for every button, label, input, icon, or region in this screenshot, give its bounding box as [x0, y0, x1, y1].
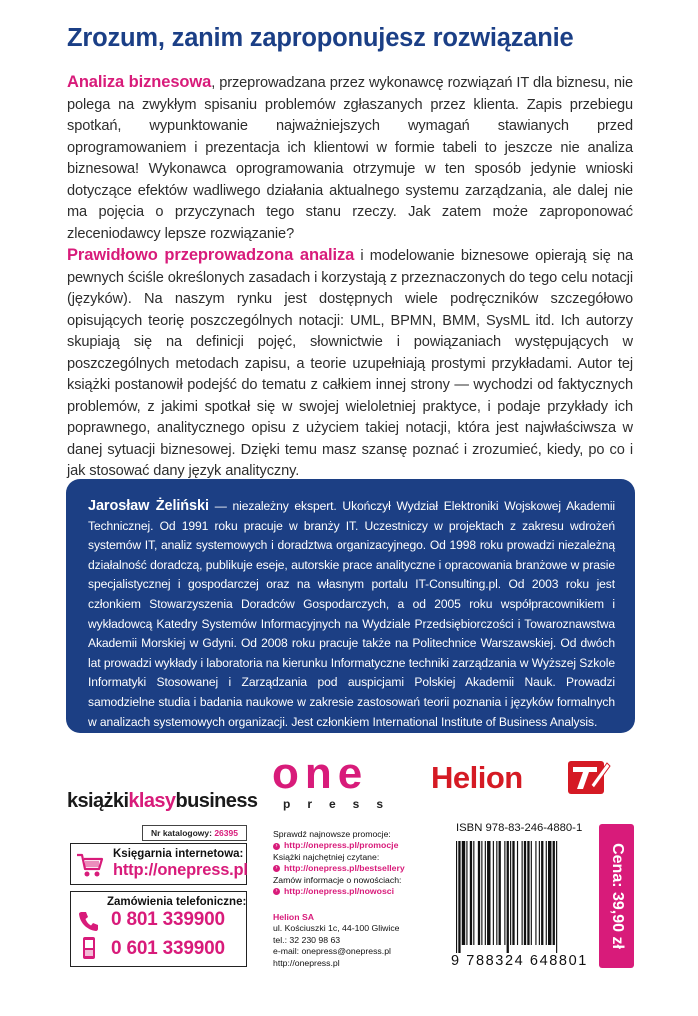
shopping-cart-icon: [75, 851, 105, 879]
price-badge: [599, 824, 634, 968]
catalog-value: 26395: [214, 828, 238, 838]
phone-icon: [78, 910, 100, 932]
analysis-text: i modelowanie biznesowe opierają się na pewnych ściśle określonych zasadach i korzystają z przeznaczonych do tego celu notacji (języków). Na naszym rynku jest dostępnych wiele podręczników szczegółowo opisujących teorię poszczególnych notacji: UML, BPMN, BMM, SysML itd. Ich autorzy skupiają się na definicji pojęć, słownictwie i powiązaniach występujących w poszczególnych metodach zapisu, a teorie uzupełniają prostymi przykładami. Autor tej książki postanowił podejść do tematu z całkiem innej strony — wychodzi od faktycznych problemów, z jakimi spotkał się w swojej wieloletniej praktyce, i podaje przykłady ich poprawnego, analitycznego opisu z użyciem takiej notacji, która jest najwłaściwsza w danej sytuacji biznesowej. Dzięki temu masz szansę poznać i zrozumieć, kiedy, po co i jak stosować dany język analityczny.: [67, 248, 633, 479]
onepress-logo: [272, 749, 369, 798]
isbn: ISBN 978-83-246-4880-1: [456, 822, 583, 834]
barcode-digits: 9 788324 648801: [451, 953, 588, 969]
arrow-icon: ›: [273, 843, 280, 850]
publisher-name: Helion SA: [273, 912, 315, 922]
address-line-3[interactable]: e-mail: onepress@onepress.pl: [273, 946, 391, 957]
arrow-icon: ›: [273, 888, 280, 895]
catalog-number: [142, 825, 247, 841]
intro-text: , przeprowadzana przez wykonawcę rozwiązań IT dla biznesu, nie polega na zwykłym spisaniu problemów zgłaszanych przez klienta. Zapis przebiegu spotkań, wypunktowanie najważniejszych wymagań stawianych przed oprogramowaniem i prezentacja ich klientowi w formie tabeli to jeszcze nie analiza biznesowa! Wykonawca oprogramowania otrzymuje w ten sposób jedynie wnioski dotyczące efektów wadliwego działania aktualnego systemu zarządzania, ale dalej nie ma pojęcia o przyczynach tego stanu rzeczy. Jak zatem może zaproponować zleceniodawcy lepsze rozwiązanie?: [67, 75, 633, 242]
bookstore-box[interactable]: [70, 843, 247, 885]
helion-logo-text: Helion: [431, 760, 523, 795]
series-logo: [67, 790, 257, 813]
phone-orders-label: Zamówienia telefoniczne:: [107, 896, 247, 908]
phone-number-1[interactable]: 0 801 339900: [111, 909, 225, 930]
arrow-icon: ›: [273, 865, 280, 872]
address-line-1: ul. Kościuszki 1c, 44-100 Gliwice: [273, 923, 400, 934]
author-bio: [88, 497, 615, 732]
promo-label-1: Sprawdź najnowsze promocje:: [273, 829, 391, 839]
onepress-logo-one: one: [272, 749, 369, 798]
onepress-logo-press: press: [283, 797, 401, 811]
promo-label-3: Zamów informacje o nowościach:: [273, 874, 402, 885]
promo-links: [273, 829, 443, 897]
author-bio-text: — niezależny ekspert. Ukończył Wydział Elektroniki Wojskowej Akademii Technicznej. Od 1991 roku pracuje w branży IT. Uczestniczy w projektach z zakresu wdrożeń systemów IT, analiz systemowych i doradztwa organizacyjnego. Od 1998 roku prowadzi niezależną działalność doradczą, publikuje eseje, autorskie prace analityczne i opracowania branżowe w prasie specjalistycznej i gospodarczej oraz na własnym portalu IT-Consulting.pl. Od 2003 roku jest członkiem Stowarzyszenia Doradców Gospodarczych, a od 2005 roku współpracownikiem i wykładowcą Katedry Systemów Informacyjnych na Wydziale Przedsiębiorczości i Towaroznawstwa Akademii Morskiej w Gdyni. Od 2008 roku pracuje także na Politechnice Warszawskiej. Od dwóch lat prowadzi wykłady i laboratoria na kierunku Informatyczne techniki zarządzania w Wyższej Szkole Informatyki Stosowanej i Zarządzania pod auspicjami Polskiej Akademii Nauk. Prowadzi samodzielne studia i badania naukowe w zakresie zastosowań teorii poznania i języków formalnych w analizach systemowych organizacji. Jest członkiem International Institute of Business Analysis.: [88, 499, 616, 729]
promo-link-3[interactable]: http://onepress.pl/nowosci: [284, 886, 395, 897]
promo-link-2[interactable]: http://onepress.pl/bestsellery: [284, 863, 405, 874]
author-name: Jarosław Żeliński: [88, 498, 209, 514]
address-line-4[interactable]: http://onepress.pl: [273, 957, 340, 968]
intro-paragraph: [67, 72, 633, 245]
publisher-address: [273, 912, 443, 969]
promo-link-1[interactable]: http://onepress.pl/promocje: [284, 840, 399, 851]
catalog-label: Nr katalogowy:: [151, 828, 212, 838]
analysis-lead: Prawidłowo przeprowadzona analiza: [67, 246, 355, 264]
barcode: [452, 841, 592, 953]
intro-lead: Analiza biznesowa: [67, 73, 212, 91]
series-part2: klasy: [128, 790, 176, 812]
series-part3: business: [175, 790, 258, 812]
phone-number-2[interactable]: 0 601 339900: [111, 938, 225, 959]
series-part1: książki: [67, 790, 129, 812]
analysis-paragraph: [67, 245, 633, 483]
page-title: Zrozum, zanim zaproponujesz rozwiązanie: [67, 24, 574, 52]
helion-logo-icon: [567, 757, 611, 797]
price-text: Cena: 39,90 zł: [608, 843, 626, 949]
promo-label-2: Książki najchętniej czytane:: [273, 851, 380, 862]
bookstore-label: Księgarnia internetowa:: [113, 848, 244, 860]
mobile-phone-icon: [82, 936, 96, 960]
author-bio-box: [66, 479, 635, 733]
address-line-2: tel.: 32 230 98 63: [273, 934, 341, 945]
phone-orders-box: [70, 891, 247, 967]
bookstore-url[interactable]: http://onepress.pl: [113, 861, 248, 879]
